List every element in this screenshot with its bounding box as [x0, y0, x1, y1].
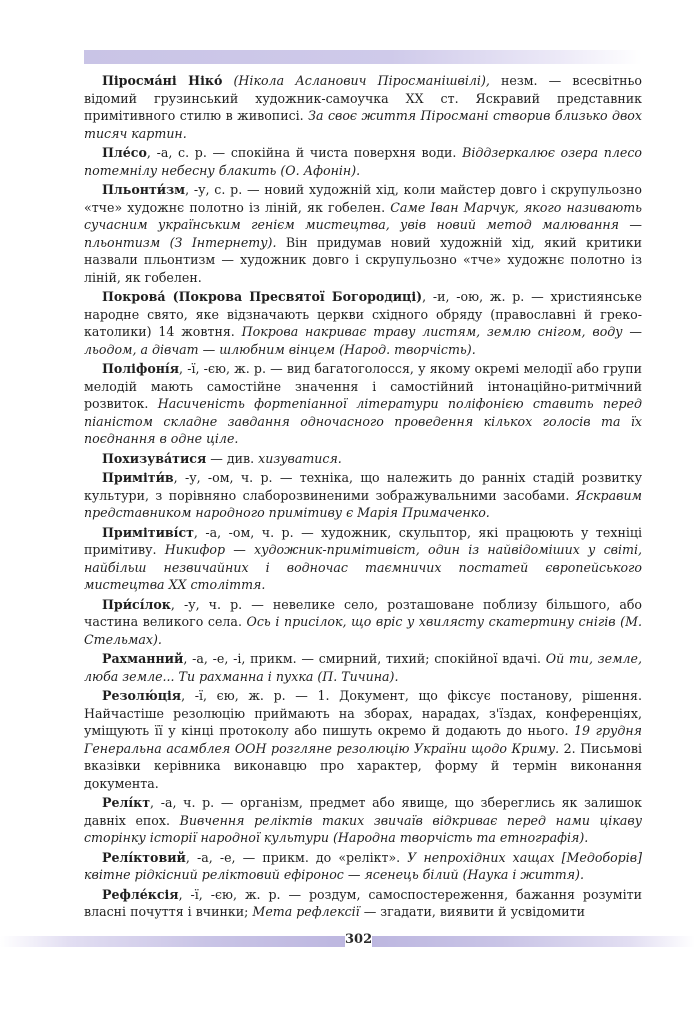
definition-continued: Він придумав новий художній хід, який критики назвали пльонтизм — художник довго і скрупульозно «тче» художнє полотно із ліній, як гобелен.: [84, 234, 643, 285]
definition-continued: — згадати, виявити й усвідомити: [359, 904, 586, 919]
headword: Приміти́в: [102, 470, 174, 485]
definition: , -а, -е, — прикм. до «релікт».: [185, 849, 408, 865]
headword: Пле́со: [102, 145, 147, 160]
entry-pirosmani: [84, 72, 642, 142]
page-number: 302: [345, 932, 373, 947]
entry-polifoniya: [84, 360, 642, 448]
entry-plontyzm: [84, 181, 642, 286]
example: Ой ти, земле, люба земле... Ти рахманна і пухка (П. Тичина).: [84, 651, 642, 684]
entry-rakhmannyi: [84, 650, 642, 685]
entry-prysilok: [84, 596, 642, 649]
example: Вивчення реліктів таких звичаїв відкриває перед нами цікаву сторінку історії народної культури (Народна творчість та етнографія).: [84, 812, 642, 845]
headword: Похизува́тися: [102, 450, 207, 466]
entry-prymityv: [84, 469, 642, 522]
definition: незм. — всесвітньо відомий грузинський художник-самоучка XX ст. Яскравий представник примітивного стилю в живописі.: [84, 73, 642, 123]
definition: , -и, -ою, ж. р. — християнське народне свято, яке відзначають церкви східного обряду (православні й греко-католики) 14 жовтня.: [84, 289, 642, 339]
entry-relikt: [84, 794, 642, 847]
footer-decoration-right: [372, 936, 695, 947]
header-decoration-bar: [84, 50, 642, 64]
headword: Резолю́ція: [102, 688, 182, 703]
cross-reference: хизуватися.: [258, 450, 342, 466]
entry-pokrova: [84, 288, 642, 358]
entry-reliktovyi: [84, 849, 642, 884]
entry-prymityvist: [84, 524, 642, 594]
headword: Рефле́ксія: [102, 886, 179, 902]
example: Мета рефлексії: [252, 904, 360, 919]
dictionary-entries: [84, 72, 642, 923]
headword: Релі́ктовий: [102, 849, 186, 865]
definition: , -ї, -єю, ж. р. — роздум, самоспостереження, бажання розуміти власні почуття і вчинки;: [84, 886, 642, 919]
example: Саме Іван Марчук, якого називають сучасним українським генієм мистецтва, увів новий метод малювання — пльонтизм (З Інтернету).: [84, 199, 643, 250]
headword: Пльонти́зм: [102, 182, 186, 197]
headword: Релі́кт: [102, 795, 151, 810]
example: У непрохідних хащах [Медоборів] квітне рідкісний реліктовий ефіронос — ясенець білий (Наука і життя).: [84, 849, 642, 882]
definition: , -а, -е, -і, прикм. — смирний, тихий; спокійної вдачі.: [183, 651, 546, 666]
example: Віддзеркалює озера плесо потемнілу небесну блакить (О. Афонін).: [84, 145, 643, 178]
definition: , -у, ч. р. — невелике село, розташоване поблизу більшого, або частина великого села.: [84, 596, 642, 629]
headword: Поліфоні́я: [102, 361, 180, 376]
entry-pleso: [84, 144, 642, 179]
headword: Рахманний: [102, 651, 184, 666]
definition: — див.: [206, 450, 259, 466]
definition: , -у, с. р. — новий художній хід, коли майстер довго і скрупульозно «тче» художнє полотно із ліній, як гобелен.: [84, 182, 642, 215]
definition: , -у, -ом, ч. р. — техніка, що належить до ранніх стадій розвитку культури, з порівняно слаборозвиненими зображувальними засобами.: [84, 470, 642, 503]
definition: , -ї, єю, ж. р. — 1. Документ, що фіксує постанову, рішення. Найчастіше резолюцію приймають на зборах, нарадах, з'їздах, конференціях, уміщують її у кінці протоколу або пишуть окремо й додають до нього.: [84, 688, 642, 738]
definition: , -ї, -єю, ж. р. — вид багатоголосся, у якому окремі мелодії або групи мелодій мають самостійне значення і самостійний інтонаційно-ритмічний розвиток.: [84, 361, 642, 411]
example: Яскравим представником народного примітиву є Марія Примаченко.: [84, 487, 642, 520]
definition: , -а, ч. р. — організм, предмет або явище, що збереглись як залишок давніх епох.: [84, 795, 642, 828]
headword: При́сі́лок: [102, 596, 171, 612]
headword: Піросма́ні Ніко́: [102, 73, 223, 88]
example: За своє життя Піросмані створив близько двох тисяч картин.: [84, 108, 642, 141]
example: Ось і присілок, що вріс у хвилясту скатертину снігів (М. Стельмах).: [84, 614, 642, 647]
example: Покрова накриває траву листям, землю снігом, воду — льодом, а дівчат — шлюбним вінцем (Народ. творчість).: [84, 324, 642, 357]
example: Насиченість фортепіанної літератури поліфонією ставить перед піаністом складне завдання одночасного проведення кількох голосів та їх поєднання в одне ціле.: [84, 396, 642, 446]
entry-rezolyutsiya: [84, 687, 642, 792]
entry-pokhyzuvatysya: [84, 450, 642, 468]
definition: , -а, с. р. — спокійна й чиста поверхня води.: [146, 145, 463, 160]
definition: , -а, -ом, ч. р. — художник, скульптор, які працюють у техніці примітиву.: [84, 524, 642, 557]
definition-continued: 2. Письмові вказівки керівника виконавцю про характер, форму й термін виконання документа.: [84, 740, 642, 791]
example: 19 грудня Генеральна асамблея ООН розгляне резолюцію України щодо Криму.: [84, 723, 642, 756]
entry-refleksiya: [84, 886, 642, 921]
footer-decoration-left: [0, 936, 345, 947]
headword: Примітиві́ст: [102, 524, 194, 540]
example: Никифор — художник-примітивіст, один із найвідоміших у світі, найбільш незвичайних і водночас таємничих постатей європейського мистецтва XX століття.: [84, 542, 642, 592]
headword: Покрова́ (Покрова Пресвятої Богородиці): [102, 289, 423, 304]
entry-note: (Нікола Асланович Піросманішвілі),: [222, 73, 490, 88]
